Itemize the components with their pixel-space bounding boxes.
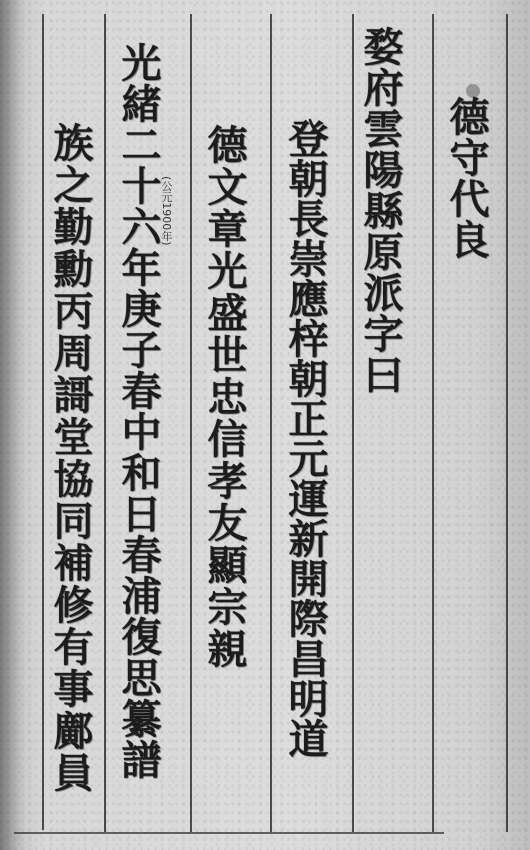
column-rule	[270, 14, 272, 832]
column-rule	[190, 14, 192, 832]
bottom-rule	[14, 832, 444, 834]
column-rule	[506, 14, 508, 832]
text-column-4: 光緒二十六年庚子春中和日春浦復思纂譜	[115, 42, 162, 780]
text-column-5: 族之勤勳丙周謌堂協同補修有事鄺員	[47, 122, 94, 794]
year-annotation: (公元1900年)	[160, 176, 173, 246]
column-rule	[352, 14, 354, 832]
heading-column: 德守代良	[443, 96, 490, 260]
text-column-2: 登朝長崇應梓朝正元運新開際昌明道	[282, 118, 329, 758]
binding-shadow	[0, 0, 26, 850]
text-column-1: 婺府雲陽縣原派字曰	[357, 26, 404, 395]
column-rule	[42, 14, 44, 830]
column-rule	[432, 14, 434, 832]
column-rule	[104, 14, 106, 832]
text-column-3: 德文章光盛世忠信孝友顯宗親	[201, 124, 248, 670]
